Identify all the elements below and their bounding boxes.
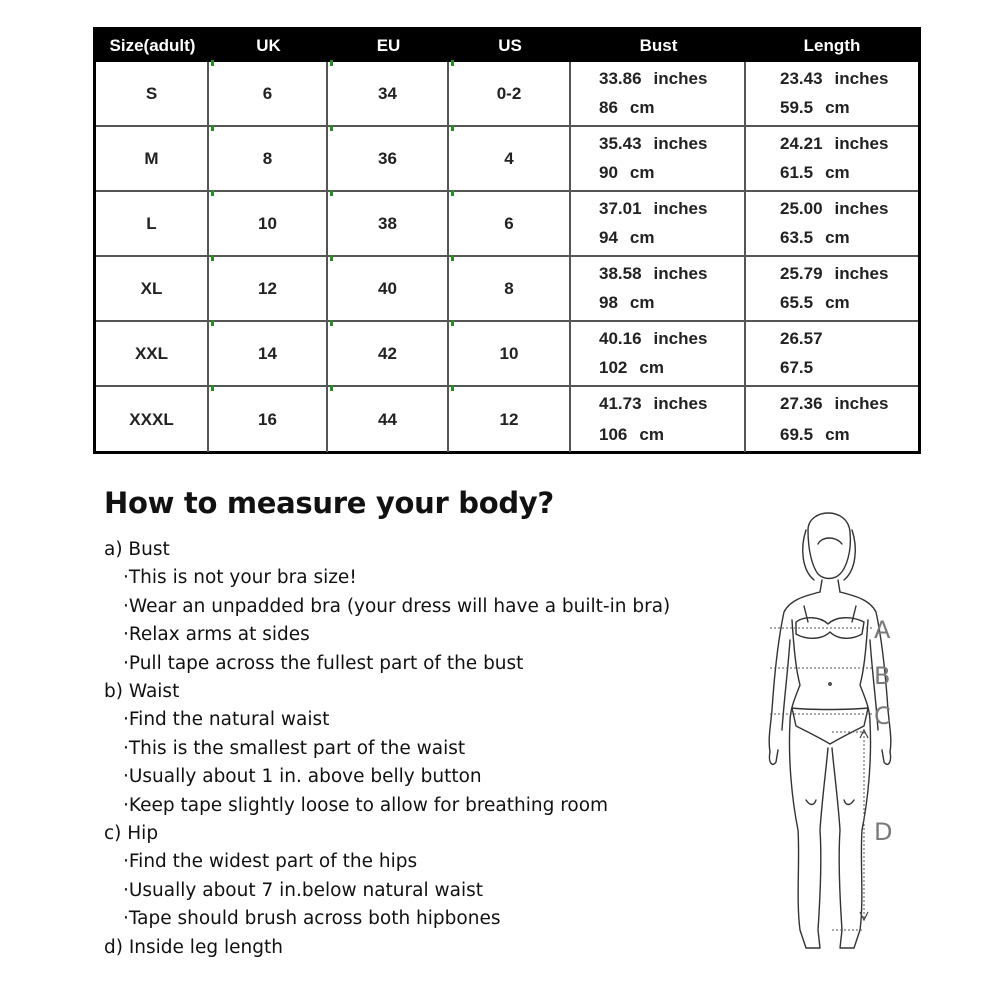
header-uk: UK (256, 36, 281, 55)
measurement-value: inches (653, 133, 708, 153)
measurement-cm (571, 293, 744, 313)
table-cell-uk: 14 (209, 322, 328, 385)
measurement-value: cm (825, 163, 850, 183)
measurement-value: cm (639, 424, 664, 444)
size-chart-table (93, 27, 921, 454)
measurement-value: inches (834, 133, 889, 153)
guide-bullet: ·Usually about 1 in. above belly button (123, 766, 482, 788)
table-cell-bust (571, 127, 746, 190)
measurement-value: inches (653, 263, 708, 283)
guide-section-heading: c) Hip (104, 823, 159, 845)
table-cell-size: M (96, 127, 209, 190)
table-cell-bust (571, 322, 746, 385)
measurement-value: 23.43 (780, 68, 823, 88)
cell-marker-icon (451, 320, 454, 326)
table-cell-uk: 12 (209, 257, 328, 320)
table-cell-bust (571, 257, 746, 320)
table-cell-eu: 40 (328, 257, 449, 320)
table-cell-length (746, 127, 918, 190)
measurement-inches (571, 264, 744, 284)
label-d: D (874, 818, 893, 846)
table-cell-size: S (96, 62, 209, 125)
measurement-cm (746, 293, 918, 313)
table-row (96, 387, 918, 452)
cell-marker-icon (330, 320, 333, 326)
table-cell-length (746, 257, 918, 320)
table-row (96, 192, 918, 257)
guide-bullet: ·Wear an unpadded bra (your dress will have a built-in bra) (123, 595, 671, 617)
measurement-inches (571, 394, 744, 414)
measurement-value: 25.00 (780, 198, 823, 218)
measurement-cm (746, 228, 918, 248)
measurement-value: cm (629, 228, 655, 248)
cell-marker-icon (330, 385, 333, 391)
table-cell-size: XL (96, 257, 209, 320)
cell-marker-icon (451, 385, 454, 391)
table-cell-us: 12 (449, 387, 571, 452)
guide-bullet: ·Find the widest part of the hips (123, 851, 418, 873)
table-cell-eu: 36 (328, 127, 449, 190)
table-cell-eu: 38 (328, 192, 449, 255)
cell-marker-icon (211, 60, 214, 66)
cell-marker-icon (211, 320, 214, 326)
measurement-cm (746, 358, 918, 378)
label-a: A (874, 616, 891, 644)
measurement-inches (746, 199, 918, 219)
measurement-value: 25.79 (780, 263, 823, 283)
table-cell-bust (571, 387, 746, 452)
measurement-value: cm (825, 424, 850, 444)
cell-marker-icon (451, 125, 454, 131)
body-measurement-figure (748, 500, 908, 960)
guide-bullet: ·Usually about 7 in.below natural waist (123, 879, 483, 901)
measurement-value: 40.16 (599, 328, 642, 348)
measurement-value: cm (629, 293, 655, 313)
measurement-value: cm (825, 293, 850, 313)
table-cell-us: 0-2 (449, 62, 571, 125)
cell-marker-icon (451, 60, 454, 66)
table-row (96, 62, 918, 127)
measurement-cm (571, 358, 744, 378)
measurement-value: 98 (599, 293, 618, 313)
measurement-value: inches (834, 394, 889, 414)
measurement-cm (571, 425, 744, 445)
measurement-inches (746, 69, 918, 89)
guide-title: How to measure your body? (104, 486, 554, 520)
measurement-value: inches (834, 263, 889, 283)
measurement-cm (746, 163, 918, 183)
table-cell-length (746, 192, 918, 255)
measurement-value: 26.57 (780, 328, 823, 348)
measurement-cm (746, 425, 918, 445)
measurement-value: inches (653, 394, 708, 414)
guide-bullet: ·This is not your bra size! (123, 567, 357, 589)
measurement-inches (571, 134, 744, 154)
measurement-value: 61.5 (780, 163, 814, 183)
measurement-value: 24.21 (780, 133, 823, 153)
cell-marker-icon (330, 60, 333, 66)
header-length: Length (803, 36, 861, 55)
table-row (96, 322, 918, 387)
measurement-value: cm (629, 98, 655, 118)
table-cell-size: XXL (96, 322, 209, 385)
table-cell-us: 4 (449, 127, 571, 190)
table-cell-eu: 34 (328, 62, 449, 125)
measurement-inches (571, 329, 744, 349)
measurement-value: cm (629, 163, 655, 183)
measurement-value: 63.5 (780, 228, 814, 248)
table-row (96, 257, 918, 322)
table-cell-us: 10 (449, 322, 571, 385)
measurement-value: 35.43 (599, 133, 642, 153)
measurement-cm (571, 98, 744, 118)
guide-instructions (104, 536, 724, 962)
table-cell-eu: 42 (328, 322, 449, 385)
table-cell-uk: 10 (209, 192, 328, 255)
cell-marker-icon (330, 255, 333, 261)
measurement-value: 86 (599, 98, 618, 118)
table-header-row (96, 30, 918, 62)
table-cell-size: XXXL (96, 387, 209, 452)
header-size: Size(adult) (109, 36, 196, 55)
cell-marker-icon (211, 255, 214, 261)
measurement-value: 41.73 (599, 394, 642, 414)
table-cell-us: 8 (449, 257, 571, 320)
label-b: B (874, 662, 891, 690)
measurement-value: inches (653, 198, 708, 218)
measurement-inches (746, 264, 918, 284)
measurement-cm (746, 98, 918, 118)
cell-marker-icon (211, 385, 214, 391)
header-bust: Bust (639, 36, 678, 55)
guide-bullet: ·Tape should brush across both hipbones (123, 908, 501, 930)
guide-section-heading: b) Waist (104, 681, 180, 703)
guide-section-heading: a) Bust (104, 539, 170, 560)
measurement-value: 67.5 (780, 358, 814, 378)
guide-bullet: ·Keep tape slightly loose to allow for breathing room (123, 794, 609, 816)
cell-marker-icon (451, 255, 454, 261)
measurement-value: 33.86 (599, 68, 642, 88)
table-cell-eu: 44 (328, 387, 449, 452)
measurement-inches (746, 329, 918, 349)
measurement-value: 65.5 (780, 293, 814, 313)
measurement-value: 69.5 (780, 424, 814, 444)
measurement-inches (571, 199, 744, 219)
measurement-cm (571, 163, 744, 183)
measurement-value: 94 (599, 228, 618, 248)
table-cell-length (746, 322, 918, 385)
measurement-value: cm (825, 98, 850, 118)
measurement-value: cm (639, 358, 664, 378)
cell-marker-icon (330, 125, 333, 131)
measurement-value: 59.5 (780, 98, 814, 118)
measurement-inches (746, 394, 918, 414)
label-c: C (874, 702, 891, 730)
guide-bullet: ·Find the natural waist (123, 709, 330, 731)
header-us: US (498, 36, 522, 55)
measurement-inches (746, 134, 918, 154)
table-cell-uk: 8 (209, 127, 328, 190)
measurement-value: 90 (599, 163, 618, 183)
measurement-value: inches (834, 198, 889, 218)
table-cell-uk: 6 (209, 62, 328, 125)
measurement-value: 37.01 (599, 198, 642, 218)
table-cell-us: 6 (449, 192, 571, 255)
measurement-inches (571, 69, 744, 89)
guide-section-heading: d) Inside leg length (104, 936, 283, 958)
guide-bullet: ·Pull tape across the fullest part of the bust (123, 652, 524, 674)
cell-marker-icon (330, 190, 333, 196)
table-cell-size: L (96, 192, 209, 255)
table-cell-uk: 16 (209, 387, 328, 452)
table-row (96, 127, 918, 192)
table-cell-bust (571, 192, 746, 255)
measurement-value: 38.58 (599, 263, 642, 283)
guide-bullet: ·This is the smallest part of the waist (123, 737, 466, 759)
guide-bullet: ·Relax arms at sides (123, 624, 310, 646)
measurement-value: 102 (599, 358, 628, 378)
cell-marker-icon (211, 125, 214, 131)
cell-marker-icon (451, 190, 454, 196)
header-eu: EU (376, 36, 401, 55)
measurement-value: 27.36 (780, 394, 823, 414)
table-cell-bust (571, 62, 746, 125)
table-cell-length (746, 387, 918, 452)
measurement-value: inches (653, 68, 708, 88)
cell-marker-icon (211, 190, 214, 196)
measurement-value: inches (653, 328, 708, 348)
table-cell-length (746, 62, 918, 125)
measurement-value: 106 (599, 424, 628, 444)
table-body (96, 62, 918, 451)
measurement-value: cm (825, 228, 850, 248)
measurement-value: inches (834, 68, 889, 88)
measurement-cm (571, 228, 744, 248)
